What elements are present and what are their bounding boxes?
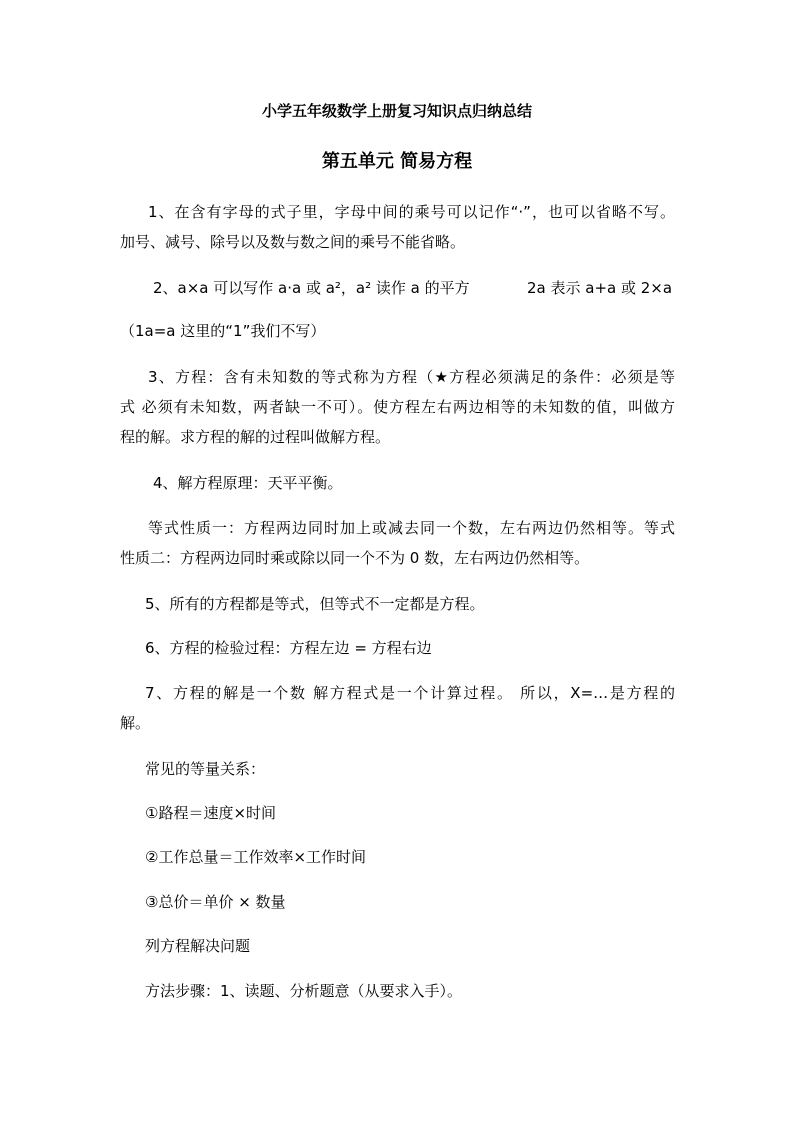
paragraph-line: 加号、减号、除号以及数与数之间的乘号不能省略。 [120,233,466,251]
paragraph-line: 2a 表示 a+a 或 2×a [527,279,673,297]
paragraph-line: 解。 [120,714,151,732]
paragraph-line: 式 必须有未知数，两者缺一不可）。使方程左右两边相等的未知数的值，叫做方 [120,398,675,416]
paragraph-line: 7、方程的解是一个数 解方程式是一个计算过程。 所以，X=…是方程的 [145,684,675,702]
paragraph-line: 6、方程的检验过程：方程左边 = 方程右边 [145,639,432,657]
document-title: 小学五年级数学上册复习知识点归纳总结 [261,102,532,120]
paragraph-line: 5、所有的方程都是等式，但等式不一定都是方程。 [145,595,485,613]
paragraph-line: 方法步骤：1、读题、分析题意（从要求入手）。 [145,982,463,1000]
paragraph-line: 等式性质一：方程两边同时加上或减去同一个数，左右两边仍然相等。等式 [148,519,675,537]
paragraph-line: 2、a×a 可以写作 a·a 或 a²，a² 读作 a 的平方 [153,279,470,297]
paragraph-line: 常见的等量关系： [145,760,266,778]
paragraph-line: ③总价＝单价 × 数量 [145,893,286,911]
paragraph-line: 1、在含有字母的式子里，字母中间的乘号可以记作“·”，也可以省略不写。 [148,203,675,221]
paragraph-line: 4、解方程原理：天平平衡。 [153,474,343,492]
paragraph-line: （1a=a 这里的“1”我们不写） [120,322,326,340]
paragraph-line: 程的解。求方程的解的过程叫做解方程。 [120,428,391,446]
paragraph-line: 3、方程：含有未知数的等式称为方程（★方程必须满足的条件：必须是等 [148,368,675,386]
paragraph-line: 性质二：方程两边同时乘或除以同一个不为 0 数，左右两边仍然相等。 [120,549,590,567]
unit-title: 第五单元 简易方程 [321,151,473,172]
paragraph-line: 列方程解决问题 [145,937,251,955]
paragraph-line: ①路程＝速度×时间 [145,804,277,822]
paragraph-line: ②工作总量＝工作效率×工作时间 [145,848,367,866]
